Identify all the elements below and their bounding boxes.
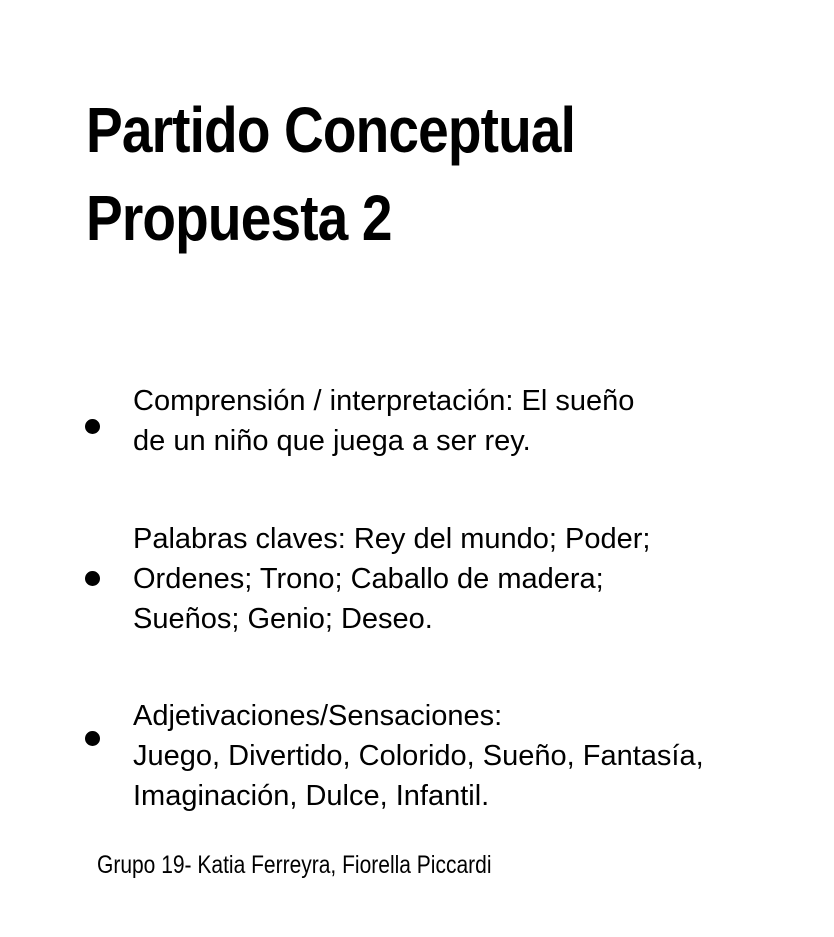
bullet-text-line: Juego, Divertido, Colorido, Sueño, Fantasía, [133,740,704,772]
bullet-dot-icon [85,571,100,586]
title-line-2: Propuesta 2 [86,182,392,254]
bullet-text-line: Sueños; Genio; Deseo. [133,603,433,635]
bullet-item-adjetivaciones [133,696,823,816]
title-line-1: Partido Conceptual [86,94,576,166]
bullet-item-comprension [133,381,823,461]
bullet-text-line: Comprensión / interpretación: El sueño [133,385,635,417]
bullet-text-line: Imaginación, Dulce, Infantil. [133,780,490,812]
bullet-text-line: Palabras claves: Rey del mundo; Poder; [133,523,651,555]
slide-title [86,86,575,262]
bullet-item-palabras-claves [133,519,823,639]
bullet-dot-icon [85,419,100,434]
bullet-text-line: Adjetivaciones/Sensaciones: [133,700,503,732]
bullet-text-line: Ordenes; Trono; Caballo de madera; [133,563,604,595]
bullet-dot-icon [85,731,100,746]
bullet-text-line: de un niño que juega a ser rey. [133,425,531,457]
footer-credits: Grupo 19- Katia Ferreyra, Fiorella Piccardi [97,851,492,879]
